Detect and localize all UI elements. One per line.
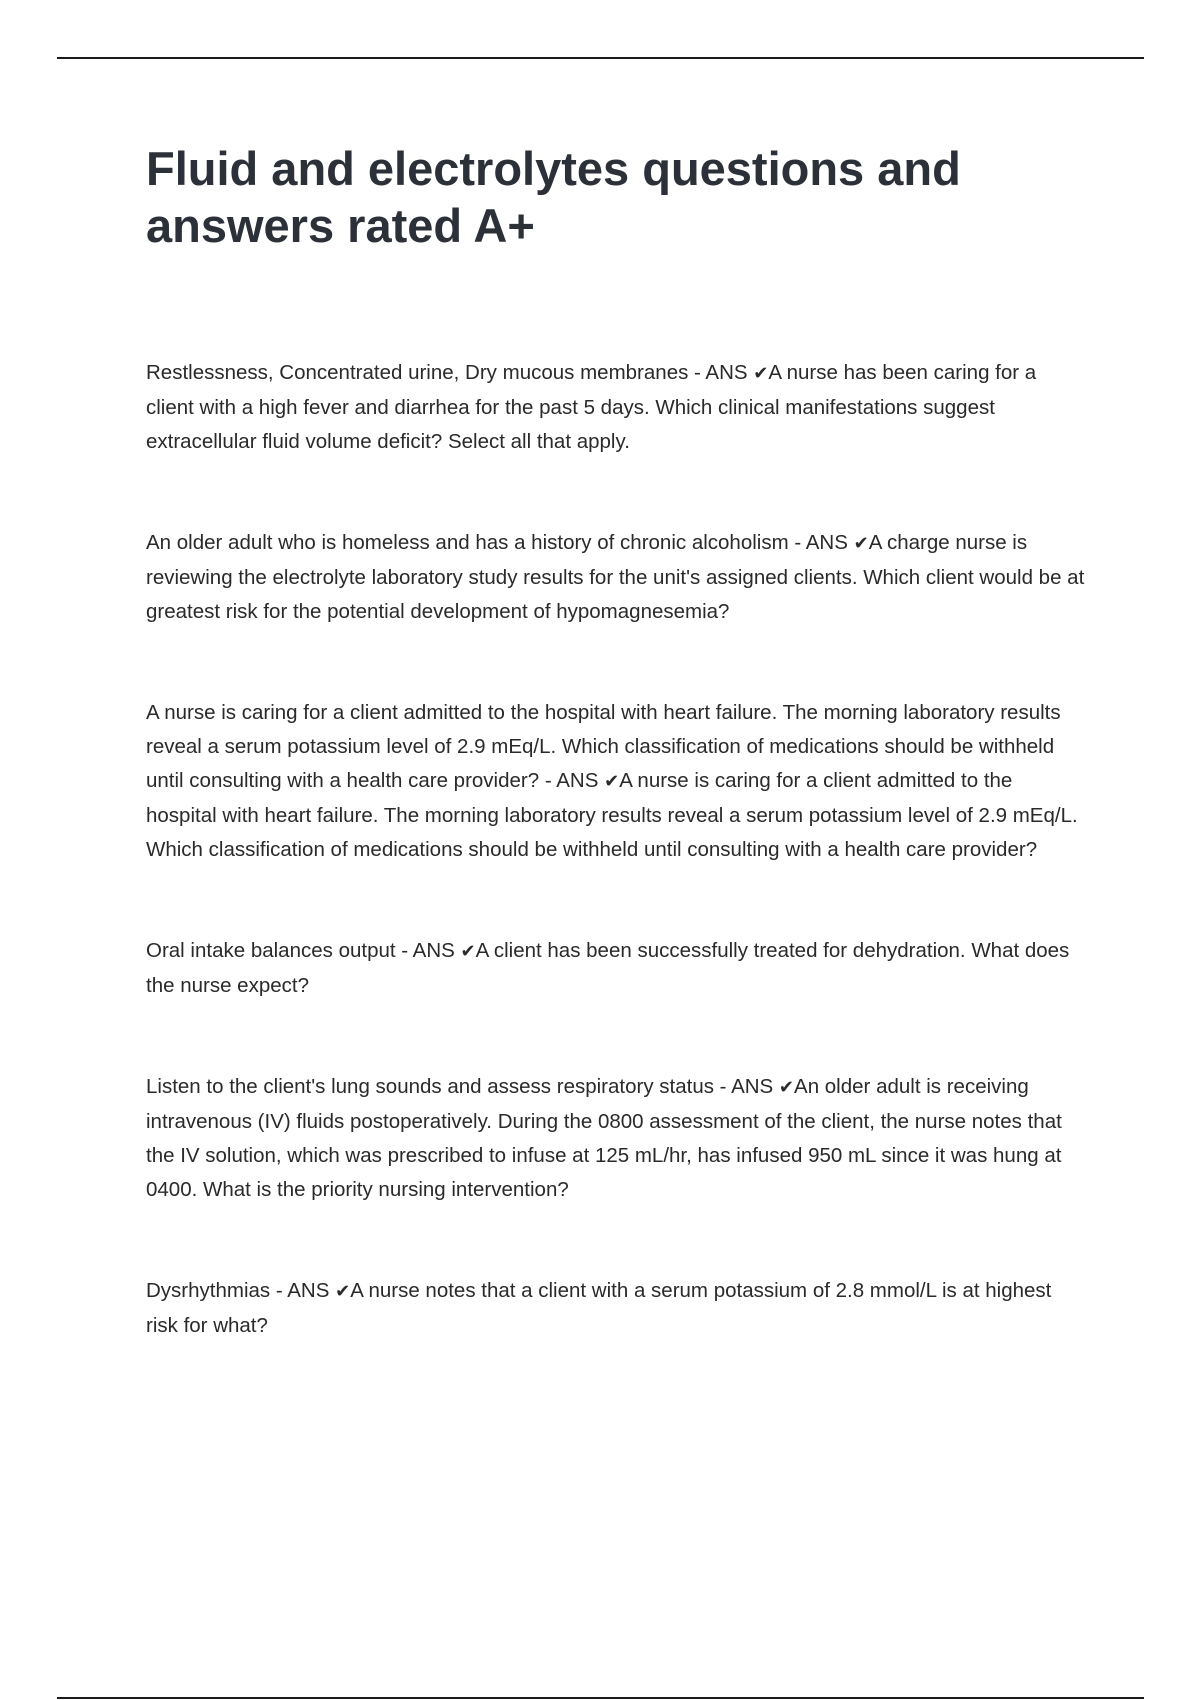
ans-separator: - ANS [270,1279,336,1302]
question-text: A nurse notes that a client with a serum potassium of 2.8 mmol/L is at highest risk for what? [146,1279,1052,1337]
qa-item [146,1070,1086,1207]
ans-separator: - ANS [395,939,461,962]
ans-separator: - ANS [688,361,754,384]
top-rule [57,57,1144,59]
answer-text: An older adult who is homeless and has a history of chronic alcoholism [146,531,789,554]
question-text: A client has been successfully treated for dehydration. What does the nurse expect? [146,939,1070,997]
check-icon: ✔ [753,363,769,384]
answer-text: Restlessness, Concentrated urine, Dry mucous membranes [146,361,689,384]
check-icon: ✔ [853,533,869,554]
answer-text: Oral intake balances output [146,939,396,962]
ans-separator: - ANS [788,531,854,554]
check-icon: ✔ [460,941,476,962]
check-icon: ✔ [778,1077,795,1098]
qa-item [146,1274,1086,1343]
qa-item [146,356,1086,459]
check-icon: ✔ [335,1281,351,1302]
ans-separator: - ANS [713,1075,779,1098]
document-title: Fluid and electrolytes questions and answers rated A+ [146,142,961,252]
qa-list [146,356,1086,1343]
qa-item [146,526,1086,629]
bottom-rule [57,1697,1144,1699]
question-text: A charge nurse is reviewing the electrolyte laboratory study results for the unit's assigned clients. Which client would be at greatest risk for the potential development of hypomagnesemia? [146,531,1085,623]
document-body [146,140,1086,1410]
question-text: A nurse has been caring for a client with a high fever and diarrhea for the past 5 days. Which clinical manifestations suggest extracellular fluid volume deficit? Select all that apply. [146,361,1037,453]
ans-separator: - ANS [539,769,605,792]
qa-item [146,696,1086,867]
answer-text: Listen to the client's lung sounds and assess respiratory status [146,1075,714,1098]
qa-item [146,934,1086,1003]
answer-text: A nurse is caring for a client admitted to the hospital with heart failure. The morning laboratory results reveal a serum potassium level of 2.9 mEq/L. Which classification of medications should be withheld until consulting with a health care provider? [146,701,1061,792]
question-text: An older adult is receiving intravenous (IV) fluids postoperatively. During the 0800 assessment of the client, the nurse notes that the IV solution, which was prescribed to infuse at 125 mL/hr, has infused 950 mL since it was hung at 0400. What is the priority nursing intervention? [146,1075,1062,1201]
check-icon: ✔ [604,771,620,792]
answer-text: Dysrhythmias [146,1279,271,1302]
question-text: A nurse is caring for a client admitted to the hospital with heart failure. The morning laboratory results reveal a serum potassium level of 2.9 mEq/L. Which classification of medications should be withheld until consulting with a health care provider? [146,769,1078,861]
